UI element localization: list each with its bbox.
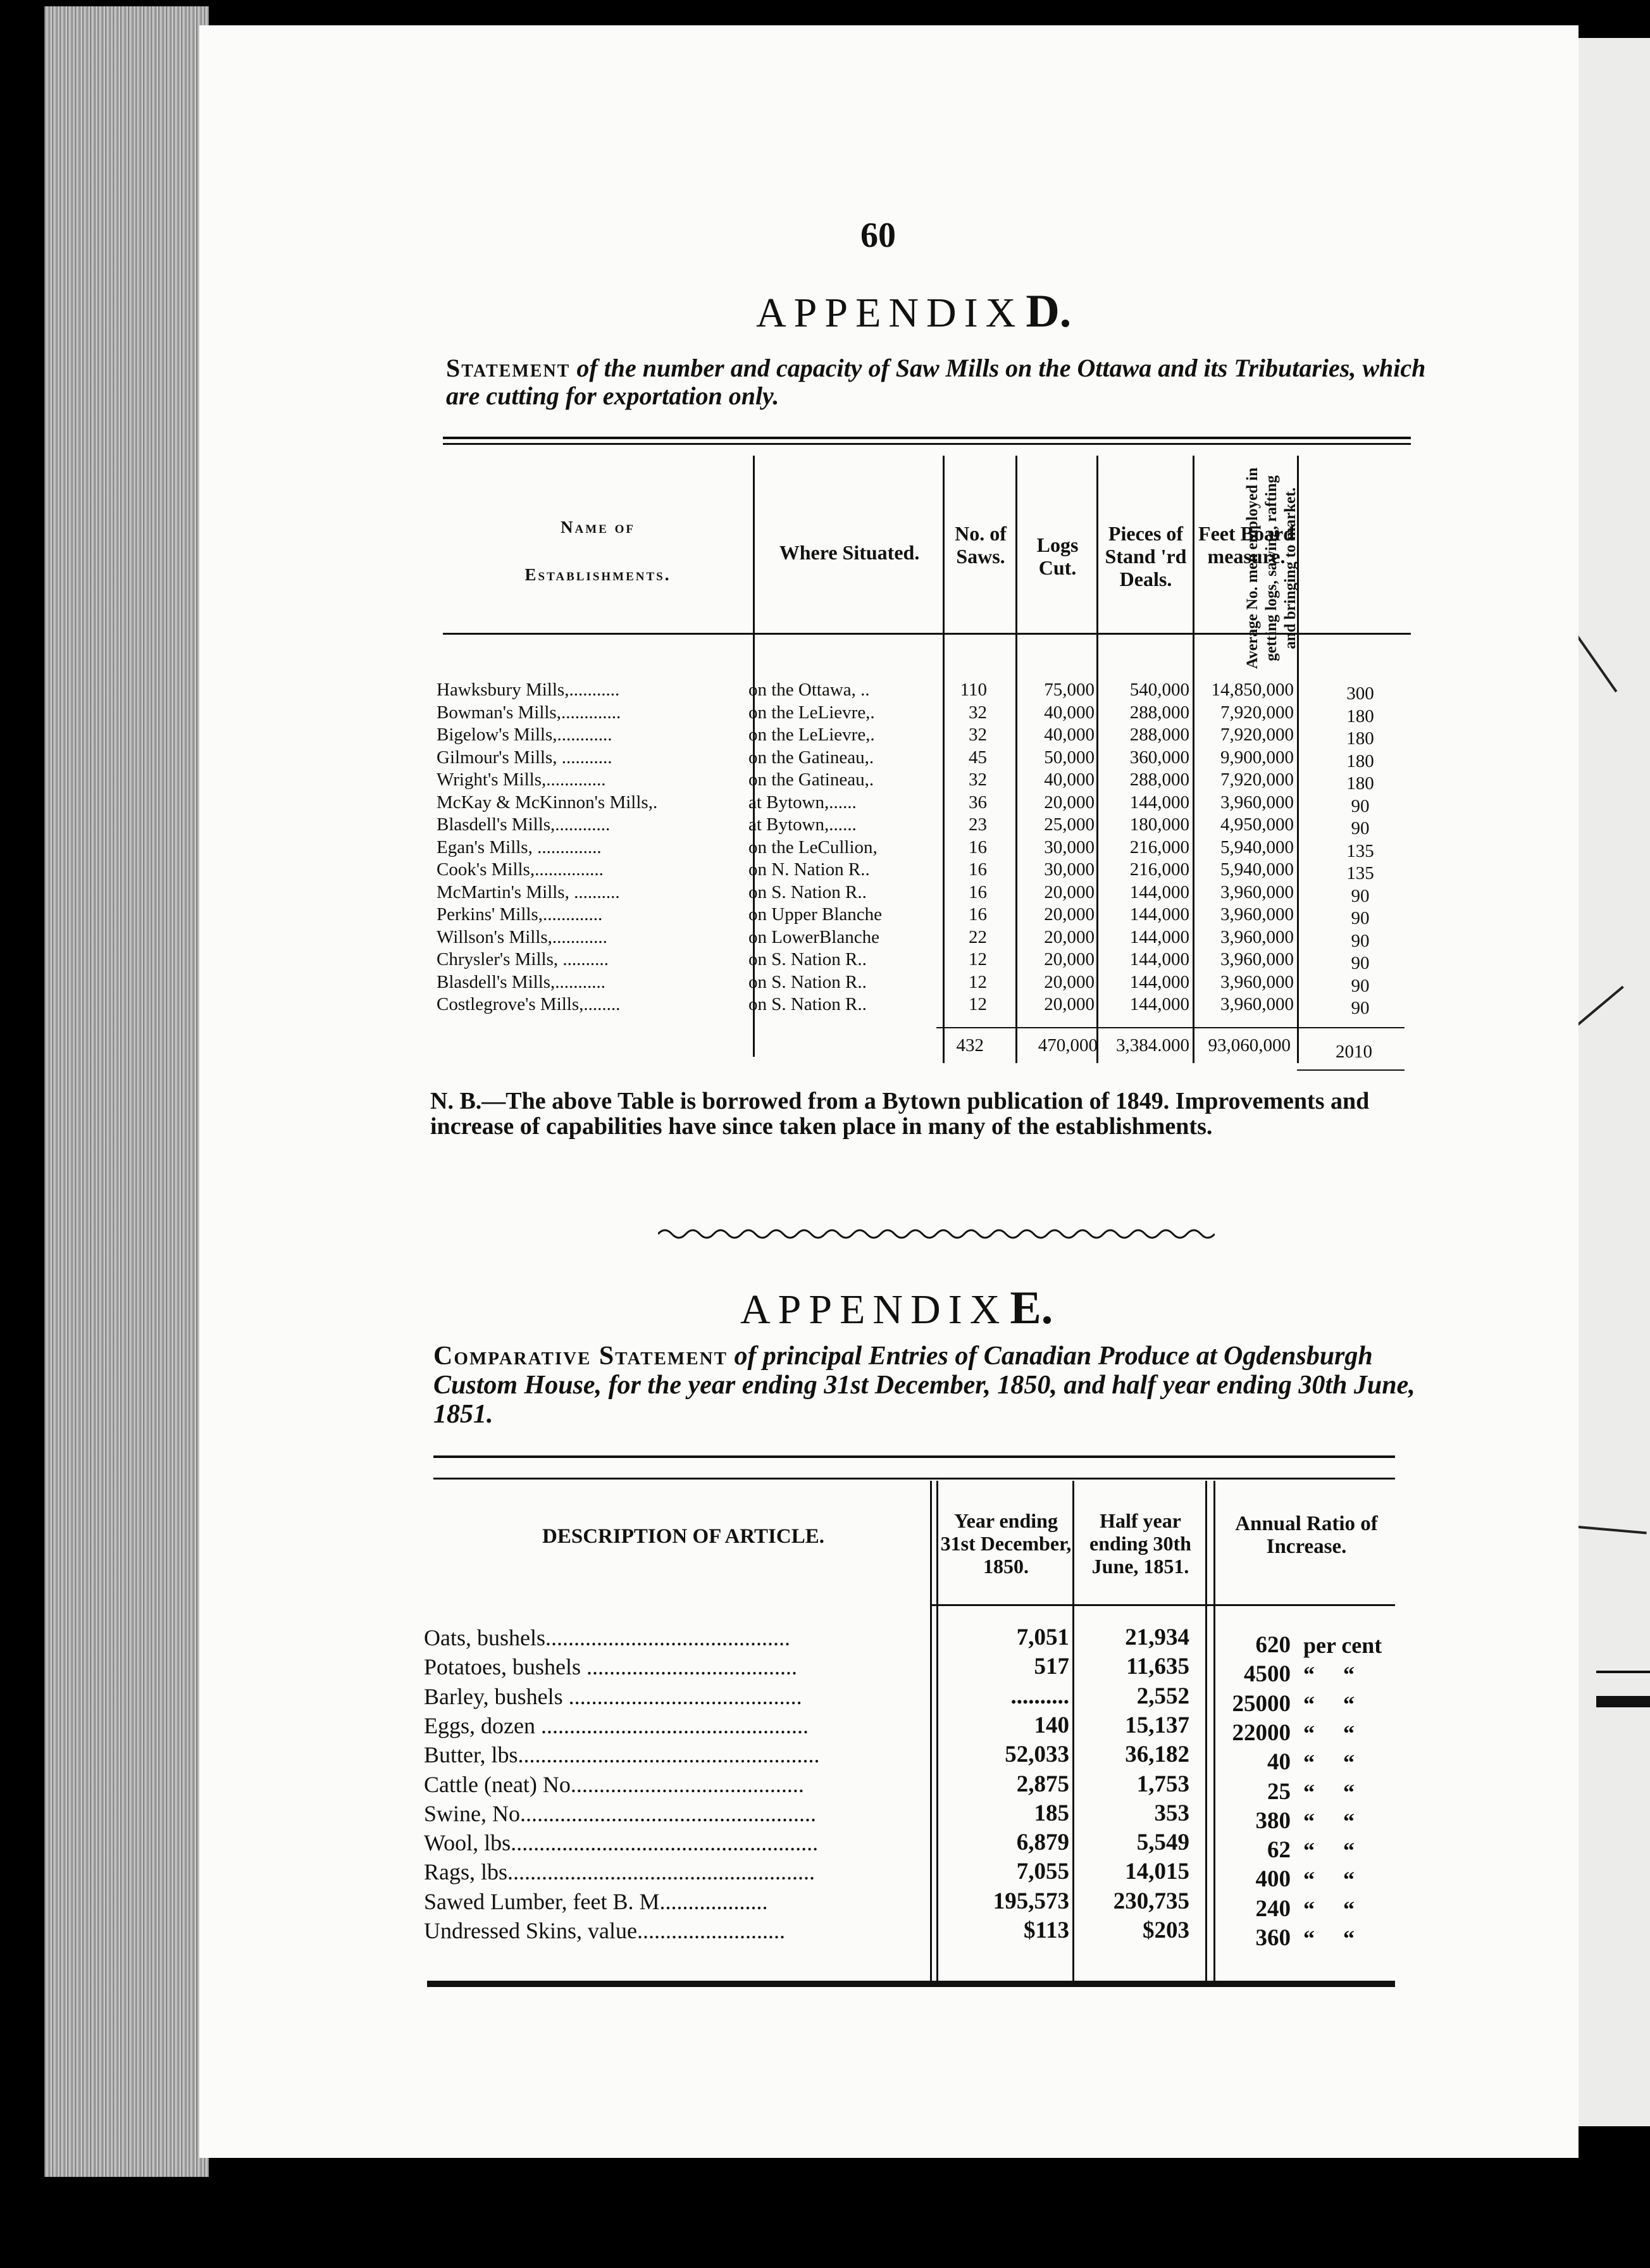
- mill-men: 90: [1351, 908, 1370, 928]
- mill-saws: 12: [969, 949, 987, 969]
- mill-feet: 3,960,000: [1220, 971, 1294, 992]
- appendix-d-heading: APPENDIX D.: [756, 285, 1072, 337]
- article-name: Potatoes, bushels .....................................: [424, 1654, 797, 1680]
- ratio-value: 62: [1267, 1837, 1291, 1864]
- mill-men: 90: [1351, 953, 1370, 973]
- value-half-1851: 1,753: [1136, 1771, 1189, 1797]
- article-name: Oats, bushels...........................................: [424, 1625, 790, 1650]
- mill-feet: 7,920,000: [1220, 702, 1294, 723]
- ratio-value: 25: [1267, 1778, 1291, 1805]
- mill-men: 180: [1346, 728, 1374, 749]
- mill-location: on S. Nation R..: [748, 882, 867, 902]
- value-half-1851: 14,015: [1125, 1859, 1189, 1885]
- mill-deals: 144,000: [1129, 949, 1189, 969]
- total-feet: 93,060,000: [1208, 1035, 1291, 1056]
- mill-men: 135: [1346, 840, 1374, 861]
- book-page-edges: [44, 6, 209, 2177]
- mill-name: Blasdell's Mills,...........: [437, 971, 606, 992]
- header-no-of-saws: No. of Saws.: [955, 522, 1007, 568]
- mill-feet: 3,960,000: [1220, 904, 1294, 925]
- mill-saws: 23: [969, 814, 987, 835]
- mill-logs: 30,000: [1044, 837, 1095, 857]
- mill-deals: 180,000: [1129, 814, 1189, 835]
- mill-name: McMartin's Mills, ..........: [437, 882, 620, 902]
- mill-saws: 45: [969, 747, 987, 768]
- ratio-value: 360: [1255, 1925, 1291, 1951]
- ratio-unit: “ “: [1303, 1720, 1355, 1746]
- total-saws: 432: [956, 1035, 984, 1056]
- mill-saws: 32: [969, 770, 987, 790]
- ratio-unit: “ “: [1303, 1838, 1355, 1864]
- ratio-value: 4500: [1244, 1661, 1291, 1688]
- header-feet-board: Feet Board measure.: [1198, 522, 1294, 568]
- mill-saws: 16: [969, 882, 987, 902]
- wavy-divider: [658, 1228, 1215, 1240]
- value-year-1850: 140: [1034, 1712, 1069, 1738]
- mill-deals: 360,000: [1129, 747, 1189, 768]
- mill-name: Egan's Mills, ..............: [437, 837, 602, 857]
- mill-logs: 20,000: [1044, 994, 1095, 1014]
- mill-men: 180: [1346, 751, 1374, 771]
- value-half-1851: 15,137: [1125, 1712, 1189, 1738]
- mill-feet: 7,920,000: [1220, 770, 1294, 790]
- header-average-men: Average No. men employed in getting logs, sawing, rafting and bringing to market.: [1244, 467, 1299, 670]
- ratio-unit: “ “: [1303, 1926, 1355, 1951]
- header-pieces-deals: Pieces of Stand 'rd Deals.: [1105, 522, 1187, 590]
- value-year-1850: 52,033: [1005, 1742, 1069, 1768]
- mill-feet: 3,960,000: [1220, 949, 1294, 969]
- article-name: Cattle (neat) No.........................................: [424, 1771, 804, 1797]
- mill-deals: 144,000: [1129, 792, 1189, 813]
- mill-logs: 20,000: [1044, 971, 1095, 992]
- value-year-1850: 2,875: [1016, 1771, 1069, 1797]
- mill-feet: 7,920,000: [1220, 725, 1294, 745]
- mill-saws: 16: [969, 859, 987, 880]
- mill-logs: 20,000: [1044, 926, 1095, 947]
- ratio-unit: “ “: [1303, 1750, 1355, 1776]
- appendix-d-note: N. B.—The above Table is borrowed from a Bytown publication of 1849. Improvements and increase of capabilities have since taken place in many of the establishments.: [430, 1088, 1370, 1140]
- mill-men: 90: [1351, 998, 1370, 1018]
- mill-saws: 110: [960, 680, 987, 700]
- mill-name: Hawksbury Mills,...........: [437, 680, 620, 700]
- article-name: Rags, lbs......................................................: [424, 1859, 816, 1885]
- value-year-1850: 6,879: [1016, 1829, 1069, 1856]
- article-name: Eggs, dozen ...............................................: [424, 1712, 809, 1738]
- appendix-e-statement: Comparative Statement of principal Entries of Canadian Produce at Ogdensburgh Custom House, for the year ending 31st December, 1850, and half year ending 30th June, 1851.: [433, 1342, 1415, 1429]
- ratio-unit: “ “: [1303, 1691, 1355, 1717]
- mill-deals: 144,000: [1129, 994, 1189, 1014]
- article-name: Barley, bushels .........................................: [424, 1683, 802, 1709]
- mill-location: on Upper Blanche: [748, 904, 882, 925]
- article-name: Butter, lbs.....................................................: [424, 1742, 820, 1768]
- mill-feet: 3,960,000: [1220, 882, 1294, 902]
- mill-logs: 25,000: [1044, 814, 1095, 835]
- mill-saws: 32: [969, 702, 987, 723]
- mill-logs: 40,000: [1044, 702, 1095, 723]
- mill-logs: 20,000: [1044, 882, 1095, 902]
- mill-name: Costlegrove's Mills,........: [437, 994, 621, 1014]
- mill-men: 90: [1351, 975, 1370, 996]
- value-year-1850: 195,573: [993, 1888, 1069, 1914]
- mill-feet: 9,900,000: [1220, 747, 1294, 768]
- mill-location: on the Gatineau,.: [748, 747, 874, 768]
- value-year-1850: 185: [1034, 1800, 1069, 1826]
- mill-name: Perkins' Mills,.............: [437, 904, 603, 925]
- mill-feet: 5,940,000: [1220, 837, 1294, 857]
- article-name: Sawed Lumber, feet B. M...................: [424, 1888, 768, 1914]
- mill-location: on LowerBlanche: [748, 926, 879, 947]
- ratio-value: 620: [1255, 1632, 1291, 1658]
- mill-location: on N. Nation R..: [748, 859, 870, 880]
- mill-feet: 3,960,000: [1220, 792, 1294, 813]
- mill-name: Chrysler's Mills, ..........: [437, 949, 609, 969]
- mill-deals: 216,000: [1129, 859, 1189, 880]
- ratio-value: 25000: [1232, 1690, 1291, 1717]
- mill-deals: 216,000: [1129, 837, 1189, 857]
- ratio-unit: per cent: [1303, 1633, 1382, 1658]
- mill-name: Bowman's Mills,.............: [437, 702, 621, 723]
- mill-logs: 40,000: [1044, 725, 1095, 745]
- mill-logs: 40,000: [1044, 770, 1095, 790]
- mill-deals: 288,000: [1129, 702, 1189, 723]
- mill-location: on the LeLievre,.: [748, 702, 875, 723]
- mill-deals: 144,000: [1129, 904, 1189, 925]
- ratio-unit: “ “: [1303, 1808, 1355, 1834]
- total-men: 2010: [1336, 1042, 1372, 1062]
- mill-men: 90: [1351, 885, 1370, 906]
- mill-location: on S. Nation R..: [748, 949, 867, 969]
- mill-location: at Bytown,......: [748, 814, 857, 835]
- ratio-value: 400: [1255, 1866, 1291, 1893]
- mill-men: 180: [1346, 706, 1374, 726]
- ratio-unit: “ “: [1303, 1779, 1355, 1805]
- value-year-1850: 517: [1034, 1654, 1069, 1680]
- value-year-1850: ..........: [1010, 1683, 1069, 1709]
- mill-men: 135: [1346, 863, 1374, 883]
- mill-logs: 30,000: [1044, 859, 1095, 880]
- total-logs: 470,000: [1038, 1035, 1098, 1056]
- mill-feet: 5,940,000: [1220, 859, 1294, 880]
- mill-men: 90: [1351, 930, 1370, 951]
- mill-logs: 20,000: [1044, 904, 1095, 925]
- mill-name: Gilmour's Mills, ...........: [437, 747, 612, 768]
- mill-location: on the Ottawa, ..: [748, 680, 870, 700]
- mill-feet: 14,850,000: [1211, 680, 1294, 700]
- header-establishments: Establishments.: [524, 565, 671, 584]
- mill-deals: 144,000: [1129, 926, 1189, 947]
- mill-deals: 144,000: [1129, 971, 1189, 992]
- mill-location: on S. Nation R..: [748, 994, 867, 1014]
- ratio-unit: “ “: [1303, 1896, 1355, 1922]
- ratio-unit: “ “: [1303, 1867, 1355, 1893]
- mill-location: on the Gatineau,.: [748, 770, 874, 790]
- mill-name: McKay & McKinnon's Mills,.: [437, 792, 658, 813]
- appendix-e-heading: APPENDIX E.: [740, 1282, 1053, 1334]
- value-half-1851: 230,735: [1113, 1888, 1189, 1914]
- mill-deals: 144,000: [1129, 882, 1189, 902]
- header-description: DESCRIPTION OF ARTICLE.: [542, 1525, 824, 1548]
- mill-saws: 32: [969, 725, 987, 745]
- total-deals: 3,384.000: [1116, 1035, 1189, 1056]
- mill-deals: 288,000: [1129, 725, 1189, 745]
- mill-men: 180: [1346, 773, 1374, 794]
- mill-saws: 12: [969, 971, 987, 992]
- value-half-1851: 2,552: [1136, 1683, 1189, 1709]
- mill-name: Willson's Mills,............: [437, 926, 607, 947]
- article-name: Undressed Skins, value..........................: [424, 1918, 785, 1943]
- mill-location: at Bytown,......: [748, 792, 857, 813]
- mill-name: Bigelow's Mills,............: [437, 725, 612, 745]
- mill-location: on the LeLievre,.: [748, 725, 875, 745]
- mill-logs: 75,000: [1044, 680, 1095, 700]
- appendix-d-statement: Statement of the number and capacity of Saw Mills on the Ottawa and its Tributaries, which are cutting for exportation only.: [446, 354, 1426, 410]
- mill-deals: 288,000: [1129, 770, 1189, 790]
- mill-name: Blasdell's Mills,............: [437, 814, 611, 835]
- value-year-1850: 7,051: [1016, 1624, 1069, 1650]
- mill-logs: 20,000: [1044, 949, 1095, 969]
- value-year-1850: 7,055: [1016, 1859, 1069, 1885]
- header-half-year: Half year ending 30th June, 1851.: [1089, 1509, 1191, 1578]
- article-name: Wool, lbs......................................................: [424, 1830, 819, 1856]
- mill-location: on S. Nation R..: [748, 971, 867, 992]
- mill-feet: 4,950,000: [1220, 814, 1294, 835]
- mill-saws: 16: [969, 837, 987, 857]
- mill-feet: 3,960,000: [1220, 926, 1294, 947]
- value-half-1851: $203: [1143, 1917, 1189, 1943]
- mill-saws: 12: [969, 994, 987, 1014]
- ratio-value: 240: [1255, 1895, 1291, 1922]
- ratio-value: 22000: [1232, 1719, 1291, 1746]
- mill-saws: 36: [969, 792, 987, 813]
- header-annual-ratio: Annual Ratio of Increase.: [1235, 1512, 1378, 1558]
- value-half-1851: 5,549: [1136, 1829, 1189, 1856]
- mill-men: 90: [1351, 795, 1370, 816]
- value-half-1851: 36,182: [1125, 1742, 1189, 1768]
- mill-logs: 50,000: [1044, 747, 1095, 768]
- header-year-ending: Year ending 31st December, 1850.: [940, 1509, 1072, 1578]
- header-where-situated: Where Situated.: [779, 541, 920, 564]
- mill-name: Cook's Mills,...............: [437, 859, 604, 880]
- value-half-1851: 353: [1154, 1800, 1189, 1826]
- value-half-1851: 11,635: [1126, 1654, 1189, 1680]
- ratio-unit: “ “: [1303, 1662, 1355, 1688]
- mill-logs: 20,000: [1044, 792, 1095, 813]
- mill-men: 90: [1351, 818, 1370, 838]
- mill-saws: 22: [969, 926, 987, 947]
- mill-men: 300: [1346, 683, 1374, 704]
- value-year-1850: $113: [1024, 1917, 1069, 1943]
- header-logs-cut: Logs Cut.: [1036, 533, 1079, 579]
- mill-name: Wright's Mills,.............: [437, 770, 606, 790]
- ratio-value: 380: [1255, 1807, 1291, 1834]
- article-name: Swine, No....................................................: [424, 1800, 816, 1826]
- ratio-value: 40: [1267, 1749, 1291, 1776]
- mill-feet: 3,960,000: [1220, 994, 1294, 1014]
- mill-location: on the LeCullion,: [748, 837, 878, 857]
- header-name-of: Name of: [561, 518, 635, 537]
- mill-saws: 16: [969, 904, 987, 925]
- mill-deals: 540,000: [1129, 680, 1189, 700]
- page-number: 60: [860, 216, 896, 255]
- value-half-1851: 21,934: [1125, 1624, 1189, 1650]
